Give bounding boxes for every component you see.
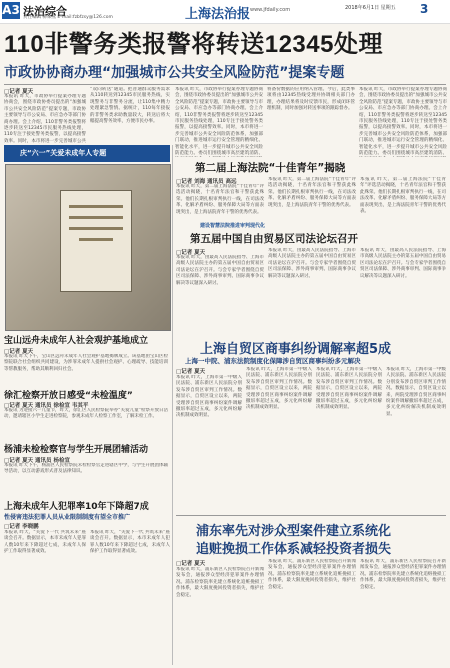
- story-body-ten-youth-col2: 本报讯 昨天，第二届上海法院“十佳青年”评选活动揭晓，十名青年法官和干警获此殊荣。他们长期扎根审判执行一线，在司法改革、化解矛盾纠纷、服务保障大局等方面表现突出，是上海法院青年干警的优秀代表。: [268, 177, 356, 208]
- story-byline-ftz-forum: □记者 夏天: [176, 250, 206, 256]
- story-body-juvenile-col2: 本报讯 昨天，“关爱下一代 共筑未来”座谈会召开。数据显示，本市未成年人犯罪人数10年来下降超过七成，未成年人保护工作取得显著成效。: [90, 530, 170, 555]
- story-title-ftz-forum: 第五届中国自由贸易区司法论坛召开: [190, 233, 358, 245]
- lead-body-col3: 本报讯 昨天，市政协举行提案办理专题协商会，围绕市政协委员提出的“加强城市公共安全风险防范”提案专题，市政协主要领导与市公安局、市应急办等部门协商办理。会上介绍，110非警务类报警将逐步转送至12345市民服务热线处理，110专注于接处警务类报警，以提高接警效率。同时，本市将进一步完善城市公共安全风险防范体系，加强部门联动，推进城市运行安全管理的精细化、智能化水平，进一步提升城市公共安全风险防范能力。委员们围绕城市高层建筑消防、: [175, 87, 263, 157]
- story-subtitle-mediation: 上海一中院、浦东法院制度化保障涉自贸区商事纠纷多元解决: [185, 357, 361, 365]
- story-body-pudong-col3: 本报讯 昨天，浦东新区人民检察院召开新闻发布会，通报涉众型经济犯罪案件办理情况。浦东检察院率先建立系统化追赃挽损工作体系，最大限度挽回投资者损失，维护社会稳定。: [360, 559, 446, 590]
- story-body-baoshan: 本报讯 昨天下午，宝山区远舟未成年人社会观护基地揭牌成立。该基地由宝山区检察院联合社会组织共同建设，为涉罪未成年人提供社会观护、心理疏导、技能培训等帮教服务，帮助其顺利回归社会。: [4, 354, 168, 372]
- story-body-juvenile-col1: 本报讯 昨天，“关爱下一代 共筑未来”座谈会召开。数据显示，本市未成年人犯罪人数10年来下降超过七成，未成年人保护工作取得显著成效。: [4, 530, 86, 555]
- plaque-text-line: [69, 216, 123, 219]
- story-title-pudong: 浦东率先对涉众型案件建立系统化: [196, 524, 392, 539]
- story-byline-yangpu: □记者 夏天 通讯员 杨检宣: [4, 458, 70, 464]
- story-body-xuhui: 本报讯 为迎接六一儿童节，昨天，徐汇区人民检察院举办“关爱儿童”检察开放日活动，邀请辖区小学生走进检察院，参观未成年人检察工作室，了解未检工作。: [4, 408, 168, 420]
- story-body-ftz-col2: 本报讯 昨天，由最高人民法院指导、上海市高级人民法院主办的第五届中国自由贸易区司法论坛在沪召开。与会专家学者围绕自贸区司法保障、涉外商事审判、国际商事争议解决等议题深入研讨。: [268, 248, 356, 279]
- story-title-xuhui: 徐汇检察开放日感受“未检温度”: [4, 391, 133, 401]
- lead-headline: 110非警务类报警将转送12345处理: [4, 31, 383, 58]
- plaque-text-line: [69, 227, 123, 230]
- story-title-baoshan: 宝山远舟未成年人社会观护基地成立: [4, 336, 149, 346]
- feature-band-title: 庆“六一”关爱未成年人专题: [20, 149, 107, 157]
- divider: [4, 84, 446, 85]
- story-title-pudong-line2: 追赃挽损工作体系减轻投资者损失: [196, 542, 392, 557]
- story-title-ten-youth: 第二届上海法院“十佳青年”揭晓: [195, 162, 346, 174]
- story-body-mediation-col2: 本报讯 昨天，上海市第一中级人民法院、浦东新区人民法院分别发布涉自贸区审判工作情况。数据显示，自贸区设立以来，两院受理涉自贸区商事纠纷案件调解撤诉率超过五成，多元化纠纷解决机制成效明显。: [246, 367, 312, 411]
- story-byline-pudong: □记者 夏天: [176, 561, 206, 567]
- lead-body-col5: 本报讯 昨天，市政协举行提案办理专题协商会，围绕市政协委员提出的“加强城市公共安全风险防范”提案专题，市政协主要领导与市公安局、市应急办等部门协商办理。会上介绍，110非警务类报警将逐步转送至12345市民服务热线处理，110专注于接处警务类报警，以提高接警效率。同时，本市将进一步完善城市公共安全风险防范体系，加强部门联动，推进城市运行安全管理的精细化、智能化水平，进一步提升城市公共安全风险防范能力。委员们围绕城市高层建筑消防、: [359, 87, 447, 157]
- story-body-mediation-col1: 本报讯 昨天，上海市第一中级人民法院、浦东新区人民法院分别发布涉自贸区审判工作情况。数据显示，自贸区设立以来，两院受理涉自贸区商事纠纷案件调解撤诉率超过五成，多元化纠纷解决机制成效明显。: [176, 375, 242, 419]
- story-body-ftz-col3: 本报讯 昨天，由最高人民法院指导、上海市高级人民法院主办的第五届中国自由贸易区司法论坛在沪召开。与会专家学者围绕自贸区司法保障、涉外商事审判、国际商事争议解决等议题深入研讨。: [360, 248, 446, 279]
- story-body-ten-youth-col1: 本报讯 昨天，第二届上海法院“十佳青年”评选活动揭晓，十名青年法官和干警获此殊荣。他们长期扎根审判执行一线，在司法改革、化解矛盾纠纷、服务保障大局等方面表现突出，是上海法院青年干警的优秀代表。: [176, 184, 264, 215]
- issue-date: 2018年6月1日 星期五: [345, 5, 396, 11]
- plaque-image: [60, 190, 132, 292]
- plaque-text-line: [69, 205, 123, 208]
- story-body-ftz-col1: 本报讯 昨天，由最高人民法院指导、上海市高级人民法院主办的第五届中国自由贸易区司法论坛在沪召开。与会专家学者围绕自贸区司法保障、涉外商事审判、国际商事争议解决等议题深入研讨。: [176, 255, 264, 286]
- story-title-mediation: 上海自贸区商事纠纷调解率超5成: [200, 342, 392, 357]
- story-body-yangpu: 本报讯 昨天下午，杨浦区人民检察院未检检察官走进辖区中学，与学生开展团体辅导活动，以互动游戏形式普及法律知识。: [4, 463, 168, 475]
- story-body-mediation-col3: 本报讯 昨天，上海市第一中级人民法院、浦东新区人民法院分别发布涉自贸区审判工作情况。数据显示，自贸区设立以来，两院受理涉自贸区商事纠纷案件调解撤诉率超过五成，多元化纠纷解决机制成效明显。: [316, 367, 382, 411]
- site-url[interactable]: www.jfdaily.com: [250, 7, 291, 13]
- story-title-juvenile: 上海未成年人犯罪率10年下降超7成: [4, 502, 149, 512]
- column-divider: [172, 145, 173, 665]
- story-subtitle-juvenile: 性侵害违法犯罪人员从业限制制度有望全市推广: [4, 514, 131, 521]
- page-number: 3: [420, 2, 429, 16]
- editor-line: 责任编辑 柳姝燕 E-mail:fzbfzsy@126.com: [23, 15, 113, 20]
- story-body-pudong-col2: 本报讯 昨天，浦东新区人民检察院召开新闻发布会，通报涉众型经济犯罪案件办理情况。浦东检察院率先建立系统化追赃挽损工作体系，最大限度挽回投资者损失，维护社会稳定。: [268, 559, 356, 590]
- lead-body-col2: “双向转送”通道。把普通群众服务需求从110转送到12345市民服务热线，实现警务与非警务分流，让110集中精力处理紧急警情。据统计，110每年接报的非警务类求助数量较大，转送后将大幅提高警务效率，方便市民办事。: [90, 87, 170, 125]
- story-byline-mediation: □记者 夏天: [176, 369, 206, 375]
- story-byline-xuhui: □记者 夏天 通讯员 徐检宣 韦其平: [4, 403, 89, 409]
- lead-byline: □记者 夏天: [4, 89, 34, 95]
- lead-body-col1: 本报讯 昨天，市政协举行提案办理专题协商会，围绕市政协委员提出的“加强城市公共安全风险防范”提案专题，市政协主要领导与市公安局、市应急办等部门协商办理。会上介绍，110非警务类报警将逐步转送至12345市民服务热线处理，110专注于接处警务类报警，以提高接警效率。同时，本市将进一步完善城市公共: [4, 94, 86, 144]
- story-title-yangpu: 杨浦未检检察官与学生开展团辅活动: [4, 445, 149, 455]
- story-byline-juvenile: □记者 李晓鹏: [4, 524, 39, 530]
- story-byline-ten-youth: □记者 刘海 通讯员 高远: [176, 179, 237, 185]
- ad-strip: [176, 478, 446, 518]
- divider: [176, 515, 446, 516]
- lead-subhead: 市政协协商办理“加强城市公共安全风险防范”提案专题: [4, 65, 345, 81]
- newspaper-logo: 上海法治报: [185, 7, 251, 22]
- lead-body-col4: 将备份数据的应用纳入管理。今后，此类事项将由12345热线受理并协调相关部门办理，办理结果将及时反馈市民，形成闭环管理机制，同时加强对转送事项的跟踪督办。: [267, 87, 355, 112]
- story-body-ten-youth-col3: 本报讯 昨天，第二届上海法院“十佳青年”评选活动揭晓，十名青年法官和干警获此殊荣。他们长期扎根审判执行一线，在司法改革、化解矛盾纠纷、服务保障大局等方面表现突出，是上海法院青年干警的优秀代表。: [360, 177, 446, 215]
- story-byline-baoshan: □记者 夏天: [4, 349, 34, 355]
- plaque-text-line: [79, 238, 113, 241]
- page-badge: A3: [2, 3, 20, 17]
- story-body-pudong-col1: 本报讯 昨天，浦东新区人民检察院召开新闻发布会，通报涉众型经济犯罪案件办理情况。浦东检察院率先建立系统化追赃挽损工作体系，最大限度挽回投资者损失，维护社会稳定。: [176, 567, 264, 598]
- story-body-mediation-col4: 本报讯 昨天，上海市第一中级人民法院、浦东新区人民法院分别发布涉自贸区审判工作情况。数据显示，自贸区设立以来，两院受理涉自贸区商事纠纷案件调解撤诉率超过五成，多元化纠纷解决机制成效明显。: [386, 367, 446, 417]
- story-kicker-ftz: 建设智慧法院推进审判现代化: [200, 223, 266, 229]
- section-title: 法治综合: [23, 5, 67, 18]
